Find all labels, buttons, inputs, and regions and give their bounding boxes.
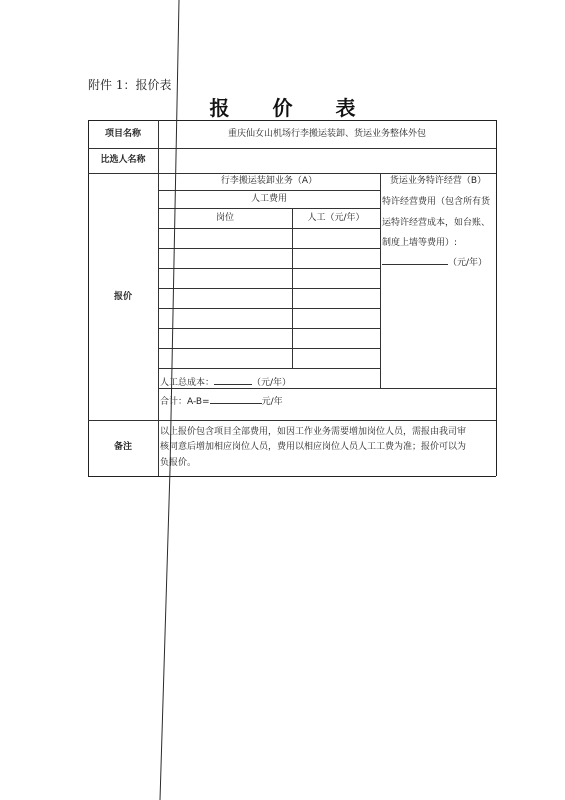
section-b-desc-3: 制度上墙等费用）: — [382, 238, 458, 248]
remarks-label: 备注 — [113, 442, 132, 452]
project-name-value: 重庆仙女山机场行李搬运装卸、货运业务整体外包 — [227, 129, 426, 139]
labor-cost-title: 人工费用 — [250, 194, 287, 204]
remarks-line-1: 以上报价包含项目全部费用，如因工作业务需要增加岗位人员，需报由我司审 — [160, 427, 467, 437]
section-a-title: 行李搬运装卸业务（A） — [220, 176, 318, 186]
labor-total-unit: （元/年） — [252, 378, 292, 388]
page-title: 报 价 表 — [209, 96, 374, 120]
attachment-label: 附件 1：报价表 — [88, 78, 172, 92]
col-position-header: 岗位 — [215, 213, 234, 223]
quote-label: 报价 — [113, 292, 132, 302]
bidder-name-label: 比选人名称 — [100, 155, 146, 165]
section-b-unit: （元/年） — [448, 258, 488, 268]
project-name-label: 项目名称 — [104, 129, 141, 139]
remarks-line-2: 核同意后增加相应岗位人员，费用以相应岗位人员人工工费为准；报价可以为 — [160, 442, 467, 452]
sum-prefix: 合计：A-B= — [160, 397, 210, 407]
section-b-desc-1: 特许经营费用（包含所有货 — [382, 197, 491, 207]
labor-total-prefix: 人工总成本： — [160, 378, 215, 388]
section-b-title: 货运业务特许经营（B） — [389, 176, 487, 186]
remarks-line-3: 负报价。 — [160, 458, 197, 468]
sum-unit: 元/年 — [261, 397, 283, 407]
col-labor-header: 人工（元/年） — [307, 213, 365, 223]
section-b-desc-2: 运特许经营成本，如台账、 — [382, 218, 491, 228]
